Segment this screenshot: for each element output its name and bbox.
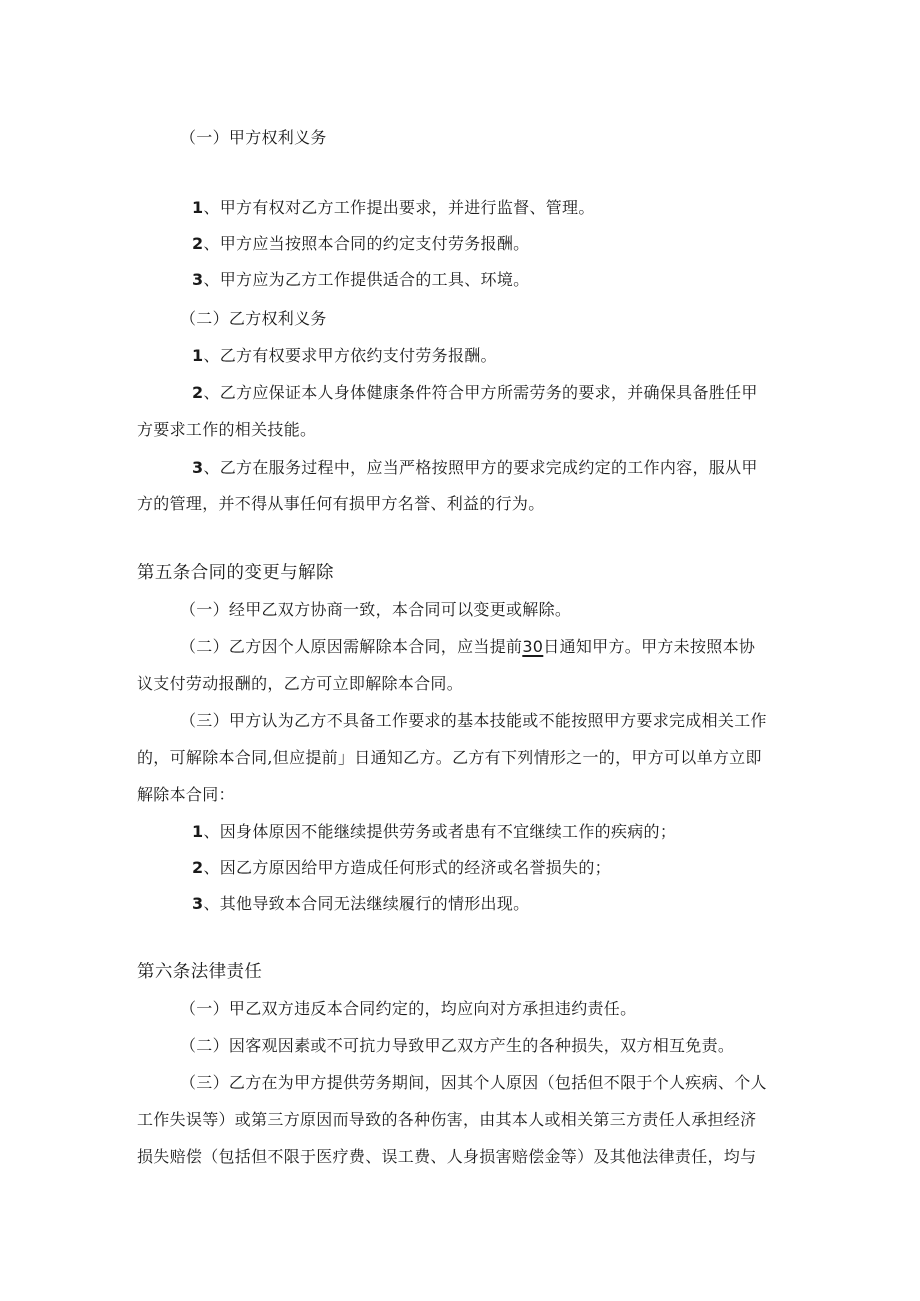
article-5-para-3-line-2: 的，可解除本合同,但应提前」日通知乙方。乙方有下列情形之一的，甲方可以单方立即 — [137, 748, 762, 767]
article-5-item-2 — [192, 858, 611, 878]
item-number: 1 — [192, 346, 204, 365]
section-b-item-1 — [192, 346, 497, 366]
article-6-heading: 第六条法律责任 — [137, 962, 263, 982]
article-5-heading: 第五条合同的变更与解除 — [137, 563, 334, 583]
item-text: 、因乙方原因给甲方造成任何形式的经济或名誉损失的； — [203, 858, 611, 877]
section-a-item-1 — [192, 198, 595, 218]
item-text: 、乙方应保证本人身体健康条件符合甲方所需劳务的要求，并确保具备胜任甲 — [203, 383, 758, 402]
section-a-title: （一）甲方权利义务 — [180, 128, 327, 147]
article-5-item-1 — [192, 822, 676, 842]
notice-days-value: 30 — [522, 637, 544, 656]
item-text: 、甲方有权对乙方工作提出要求，并进行监督、管理。 — [203, 198, 595, 217]
item-text: 、甲方应为乙方工作提供适合的工具、环境。 — [203, 270, 530, 289]
article-5-item-3 — [192, 894, 529, 914]
item-text: 、乙方在服务过程中，应当严格按照甲方的要求完成约定的工作内容，服从甲 — [203, 458, 758, 477]
section-b-item-3-line-1 — [192, 458, 758, 478]
section-a-item-2 — [192, 234, 529, 254]
item-number: 3 — [192, 458, 204, 477]
item-number: 3 — [192, 270, 204, 289]
item-text: 、甲方应当按照本合同的约定支付劳务报酬。 — [203, 234, 530, 253]
section-a-item-3 — [192, 270, 529, 290]
article-5-para-2-line-1 — [180, 637, 755, 657]
item-number: 2 — [192, 383, 204, 402]
article-5-para-1: （一）经甲乙双方协商一致，本合同可以变更或解除。 — [180, 600, 572, 619]
article-6-para-3-line-3: 损失赔偿（包括但不限于医疗费、误工费、人身损害赔偿金等）及其他法律责任，均与 — [137, 1147, 757, 1166]
article-6-para-1: （一）甲乙双方违反本合同约定的，均应向对方承担违约责任。 — [180, 999, 637, 1018]
para-text: 日通知甲方。甲方未按照本协 — [543, 637, 756, 656]
article-5-para-3-line-1: （三）甲方认为乙方不具备工作要求的基本技能或不能按照甲方要求完成相关工作 — [180, 711, 767, 730]
item-number: 2 — [192, 234, 204, 253]
section-b-item-2-line-2: 方要求工作的相关技能。 — [137, 420, 317, 439]
item-number: 3 — [192, 894, 204, 913]
item-text: 、因身体原因不能继续提供劳务或者患有不宜继续工作的疾病的； — [203, 822, 677, 841]
item-number: 1 — [192, 822, 204, 841]
article-5-para-2-line-2: 议支付劳动报酬的，乙方可立即解除本合同。 — [137, 674, 464, 693]
article-6-para-2: （二）因客观因素或不可抗力导致甲乙双方产生的各种损失，双方相互免责。 — [180, 1036, 735, 1055]
item-text: 、其他导致本合同无法继续履行的情形出现。 — [203, 894, 530, 913]
item-number: 2 — [192, 858, 204, 877]
section-b-item-2-line-1 — [192, 383, 758, 403]
item-number: 1 — [192, 198, 204, 217]
para-text: （二）乙方因个人原因需解除本合同，应当提前 — [180, 637, 523, 656]
article-5-para-3-line-3: 解除本合同： — [137, 785, 235, 804]
article-6-para-3-line-2: 工作失误等）或第三方原因而导致的各种伤害，由其本人或相关第三方责任人承担经济 — [137, 1110, 757, 1129]
item-text: 、乙方有权要求甲方依约支付劳务报酬。 — [203, 346, 497, 365]
section-b-item-3-line-2: 方的管理，并不得从事任何有损甲方名誉、利益的行为。 — [137, 494, 545, 513]
article-6-para-3-line-1: （三）乙方在为甲方提供劳务期间，因其个人原因（包括但不限于个人疾病、个人 — [180, 1073, 767, 1092]
section-b-title: （二）乙方权利义务 — [180, 309, 327, 328]
